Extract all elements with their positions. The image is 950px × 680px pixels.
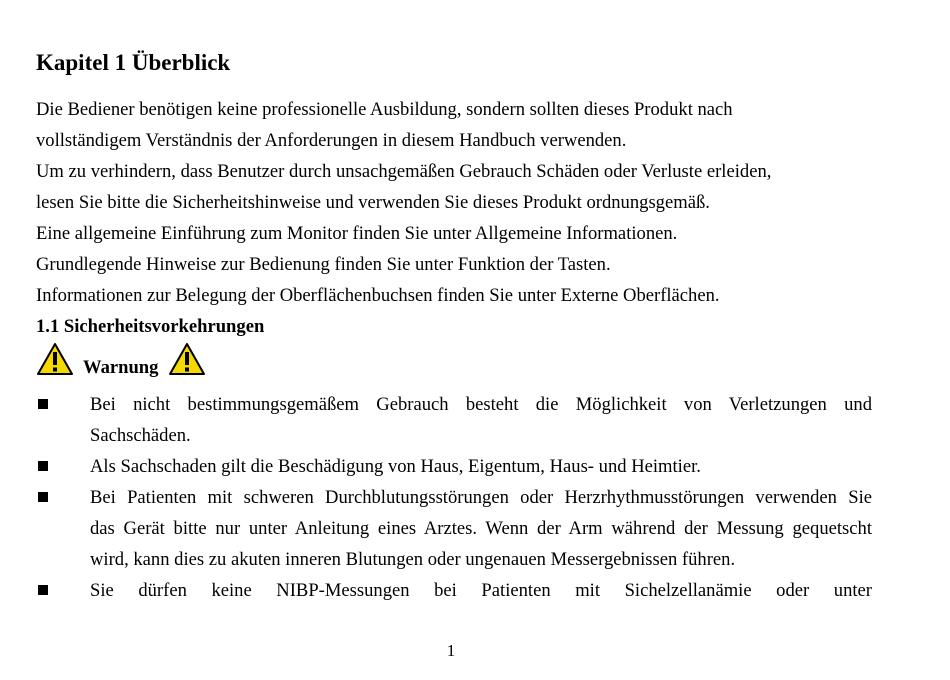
intro-line: lesen Sie bitte die Sicherheitshinweise und verwenden Sie dieses Produkt ordnungsgemäß.	[36, 192, 710, 213]
list-item	[36, 482, 872, 575]
list-item-text	[90, 575, 872, 606]
square-bullet-icon	[38, 461, 48, 471]
list-item	[36, 389, 872, 451]
intro-line: Um zu verhindern, dass Benutzer durch unsachgemäßen Gebrauch Schäden oder Verluste erleiden,	[36, 161, 772, 182]
page-number: 1	[446, 641, 456, 660]
square-bullet-icon	[38, 399, 48, 409]
list-item-line: Sie dürfen keine NIBP-Messungen bei Patienten mit Sichelzellanämie oder unter	[90, 580, 872, 601]
square-bullet-icon	[38, 492, 48, 502]
warning-list	[36, 389, 872, 606]
warning-triangle-icon	[36, 342, 74, 376]
intro-paragraph	[36, 94, 916, 311]
list-item-line: wird, kann dies zu akuten inneren Blutungen oder ungenauen Messergebnissen führen.	[90, 549, 736, 570]
list-item-text	[90, 451, 872, 482]
list-item-line: Als Sachschaden gilt die Beschädigung von Haus, Eigentum, Haus- und Heimtier.	[90, 456, 701, 477]
intro-line: Eine allgemeine Einführung zum Monitor finden Sie unter Allgemeine Informationen.	[36, 223, 678, 244]
intro-line: Grundlegende Hinweise zur Bedienung finden Sie unter Funktion der Tasten.	[36, 254, 611, 275]
warning-label: Warnung	[83, 357, 159, 378]
list-item-text	[90, 482, 872, 575]
list-item-line: Bei Patienten mit schweren Durchblutungsstörungen oder Herzrhythmusstörungen verwenden Sie	[90, 487, 872, 508]
chapter-title: Kapitel 1 Überblick	[36, 50, 231, 75]
list-item-line: Bei nicht bestimmungsgemäßem Gebrauch besteht die Möglichkeit von Verletzungen und	[90, 394, 872, 415]
square-bullet-icon	[38, 585, 48, 595]
list-item	[36, 575, 872, 606]
intro-line: Informationen zur Belegung der Oberflächenbuchsen finden Sie unter Externe Oberflächen.	[36, 285, 720, 306]
intro-line: Die Bediener benötigen keine professionelle Ausbildung, sondern sollten dieses Produkt nach	[36, 99, 733, 120]
warning-heading	[36, 340, 336, 384]
section-title: 1.1 Sicherheitsvorkehrungen	[36, 316, 265, 337]
list-item-line: Sachschäden.	[90, 425, 191, 446]
list-item-line: das Gerät bitte nur unter Anleitung eines Arztes. Wenn der Arm während der Messung gequetscht	[90, 518, 872, 539]
list-item-text	[90, 389, 872, 451]
list-item	[36, 451, 872, 482]
warning-triangle-icon	[168, 342, 206, 376]
intro-line: vollständigem Verständnis der Anforderungen in diesem Handbuch verwenden.	[36, 130, 627, 151]
